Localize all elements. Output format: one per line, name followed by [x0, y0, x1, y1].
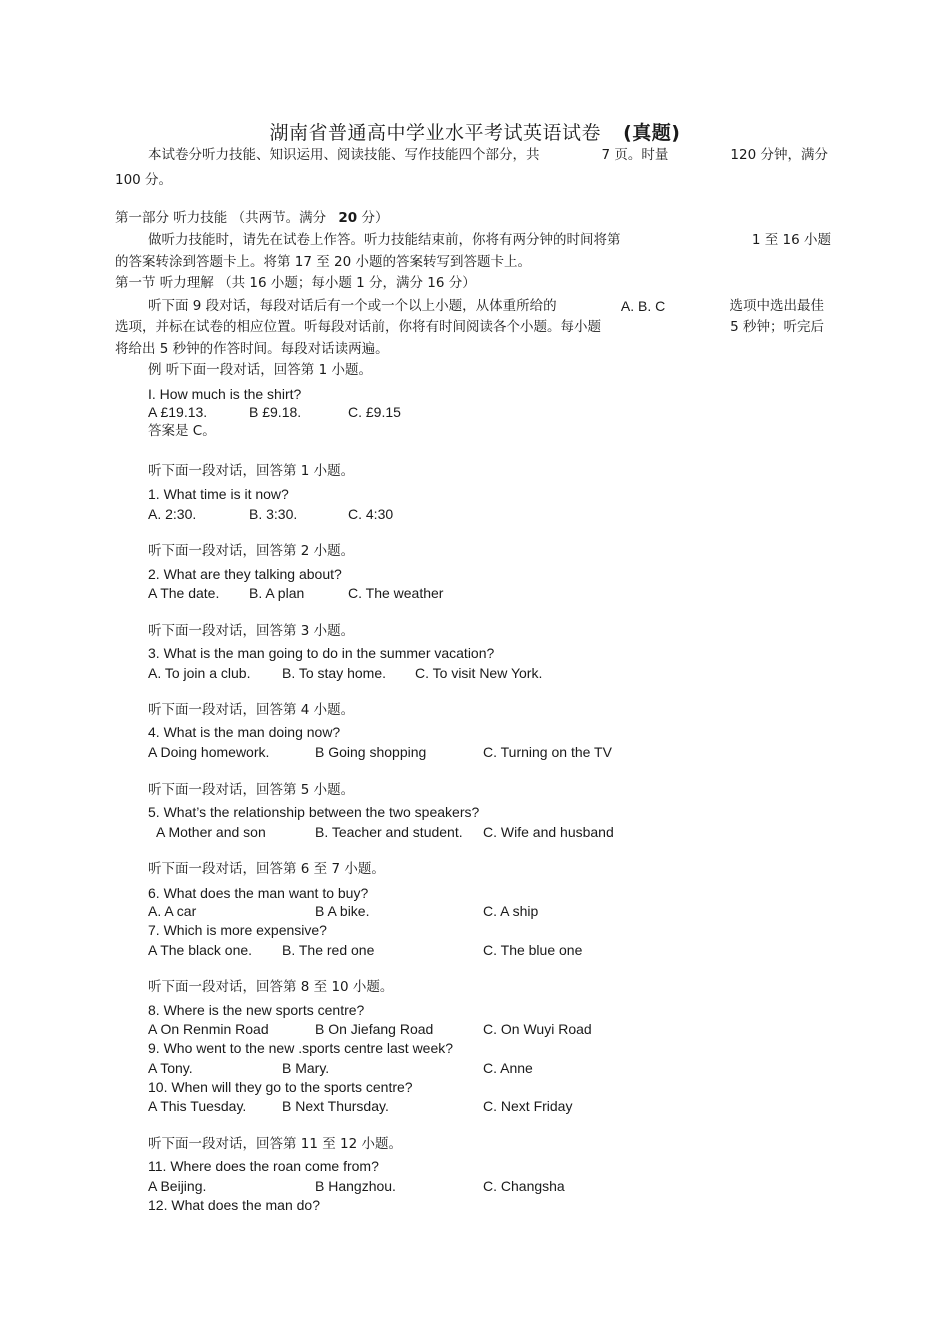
example-option-a: A £19.13.: [148, 404, 208, 420]
question-12: 12. What does the man do?: [148, 1197, 320, 1213]
group-prompt: 听下面一段对话，回答第 11 至 12 小题。: [148, 1136, 403, 1152]
sec-c: 选项中选出最佳: [729, 298, 824, 314]
group-prompt: 听下面一段对话，回答第 1 小题。: [148, 463, 355, 479]
option-a: A. A car: [148, 903, 197, 919]
option-c: C. The blue one: [483, 942, 583, 958]
option-b: B. To stay home.: [282, 665, 387, 681]
section-line-1: [148, 297, 824, 315]
option-b: B. 3:30.: [249, 506, 298, 522]
option-a: A Tony.: [148, 1060, 193, 1076]
option-a: A The black one.: [148, 942, 253, 958]
option-b: B On Jiefang Road: [315, 1021, 434, 1037]
part1-heading-end: 分）: [361, 210, 389, 226]
instr-line-2: 的答案转涂到答题卡上。将第 17 至 20 小题的答案转写到答题卡上。: [115, 254, 532, 270]
instr1-a: 做听力技能时，请先在试卷上作答。听力技能结束前，你将有两分钟的时间将第: [148, 232, 621, 248]
example-option-c: C. £9.15: [348, 404, 401, 420]
sec-e: 5 秒钟；听完后: [730, 319, 824, 335]
option-c: C. 4:30: [348, 506, 394, 522]
question-4: 4. What is the man doing now?: [148, 724, 341, 740]
question-5: 5. What’s the relationship between the two speakers?: [148, 804, 480, 820]
option-c: C. Anne: [483, 1060, 533, 1076]
option-a: A. 2:30.: [148, 506, 197, 522]
option-c: C. Turning on the TV: [483, 744, 612, 760]
example-option-b: B £9.18.: [249, 404, 302, 420]
group-prompt: 听下面一段对话，回答第 4 小题。: [148, 702, 355, 718]
question-8: 8. Where is the new sports centre?: [148, 1002, 365, 1018]
example-answer: 答案是 C。: [148, 423, 216, 439]
option-b: B. Teacher and student.: [315, 824, 463, 840]
option-b: B A bike.: [315, 903, 370, 919]
part1-heading-text: 第一部分 听力技能 （共两节。满分: [115, 210, 327, 226]
group-prompt: 听下面一段对话，回答第 6 至 7 小题。: [148, 861, 385, 877]
option-c: C. Changsha: [483, 1178, 565, 1194]
example-prompt: 例 听下面一段对话，回答第 1 小题。: [148, 362, 372, 378]
option-b: B. The red one: [282, 942, 375, 958]
section-line-3: 将给出 5 秒钟的作答时间。每段对话读两遍。: [115, 341, 389, 357]
part1-score: 20: [338, 210, 358, 226]
section1-heading: 第一节 听力理解 （共 16 小题；每小题 1 分，满分 16 分）: [115, 275, 476, 291]
option-c: C. The weather: [348, 585, 444, 601]
section-line-2: [115, 318, 824, 336]
group-prompt: 听下面一段对话，回答第 3 小题。: [148, 623, 355, 639]
option-b: B Hangzhou.: [315, 1178, 396, 1194]
title-suffix: (真题): [623, 122, 681, 144]
option-b: B Going shopping: [315, 744, 427, 760]
intro-b: 7 页。时量: [601, 147, 669, 163]
intro-a: 本试卷分听力技能、知识运用、阅读技能、写作技能四个部分，共: [148, 147, 540, 163]
instr-line-1: [148, 231, 831, 249]
question-3: 3. What is the man going to do in the summer vacation?: [148, 645, 495, 661]
option-c: C. Wife and husband: [483, 824, 614, 840]
option-b: B Mary.: [282, 1060, 330, 1076]
option-a: A Doing homework.: [148, 744, 270, 760]
question-7: 7. Which is more expensive?: [148, 922, 327, 938]
example-question: I. How much is the shirt?: [148, 386, 302, 402]
question-6: 6. What does the man want to buy?: [148, 885, 369, 901]
question-1: 1. What time is it now?: [148, 486, 289, 502]
question-9: 9. Who went to the new .sports centre last week?: [148, 1040, 454, 1056]
option-a: A. To join a club.: [148, 665, 251, 681]
option-c: C. Next Friday: [483, 1098, 573, 1114]
option-c: C. To visit New York.: [415, 665, 543, 681]
question-11: 11. Where does the roan come from?: [148, 1158, 379, 1174]
group-prompt: 听下面一段对话，回答第 8 至 10 小题。: [148, 979, 394, 995]
sec-a: 听下面 9 段对话，每段对话后有一个或一个以上小题，从体重所给的: [148, 298, 557, 314]
option-a: A Mother and son: [156, 824, 266, 840]
intro-line-2: 100 分。: [115, 172, 173, 188]
option-a: A Beijing.: [148, 1178, 207, 1194]
intro-line-1: [148, 146, 828, 164]
group-prompt: 听下面一段对话，回答第 5 小题。: [148, 782, 355, 798]
sec-d: 选项，并标在试卷的相应位置。听每段对话前，你将有时间阅读各个小题。每小题: [115, 319, 601, 335]
title-text: 湖南省普通高中学业水平考试英语试卷: [269, 122, 602, 144]
option-b: B. A plan: [249, 585, 305, 601]
option-a: A On Renmin Road: [148, 1021, 269, 1037]
option-a: A The date.: [148, 585, 220, 601]
question-10: 10. When will they go to the sports centre?: [148, 1079, 413, 1095]
option-a: A This Tuesday.: [148, 1098, 247, 1114]
group-prompt: 听下面一段对话，回答第 2 小题。: [148, 543, 355, 559]
option-b: B Next Thursday.: [282, 1098, 389, 1114]
part1-heading: [115, 209, 388, 227]
sec-b: A. B. C: [620, 298, 666, 314]
question-2: 2. What are they talking about?: [148, 566, 342, 582]
option-c: C. A ship: [483, 903, 539, 919]
option-c: C. On Wuyi Road: [483, 1021, 592, 1037]
instr1-b: 1 至 16 小题: [751, 232, 831, 248]
intro-c: 120 分钟，满分: [730, 147, 828, 163]
exam-title: [0, 118, 950, 145]
